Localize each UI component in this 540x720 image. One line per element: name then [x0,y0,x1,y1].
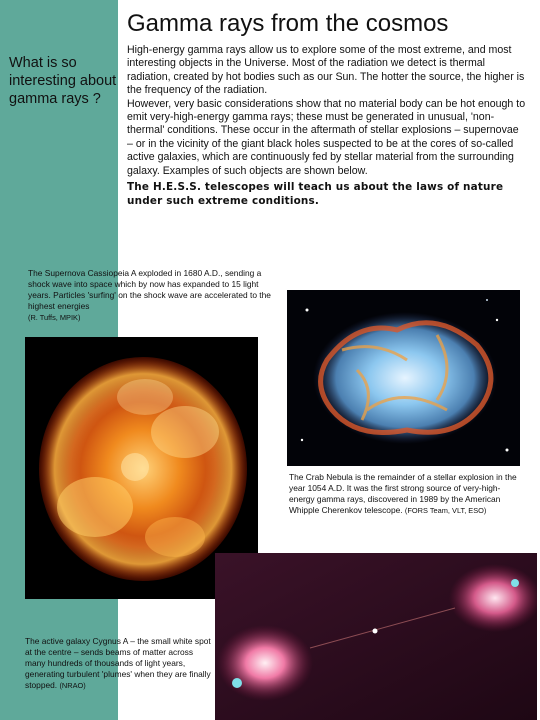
crab-nebula-image [287,290,520,466]
cassiopeia-caption [28,268,278,323]
cygnus-caption [25,636,215,691]
cygnus-a-image [215,553,537,720]
intro-text [127,44,527,208]
cygnus-caption-text: The active galaxy Cygnus A – the small white spot at the centre – sends beams of matter across many hundreds of thousands of light years, generating turbulent 'plumes' when they are finally stopped. [25,636,211,690]
intro-paragraph-1: High-energy gamma rays allow us to explore some of the most extreme, and most interesting objects in the Universe. Most of the radiation we detect is thermal radiation, created by hot bodies such as our Sun. The hotter the source, the higher is the frequency of the radiation. [127,44,525,97]
intro-highlight: The H.E.S.S. telescopes will teach us about the laws of nature under such extreme conditions. [127,181,504,208]
sidebar-question: What is so interesting about gamma rays ? [9,55,117,107]
cassiopeia-credit: (R. Tuffs, MPIK) [28,313,81,322]
crab-caption [289,472,517,516]
cassiopeia-caption-text: The Supernova Cassiopeia A exploded in 1680 A.D., sending a shock wave into space which by now has expanded to 15 light years. Particles 'surfing' on the shock wave are accelerated to the highest energies [28,268,271,311]
intro-paragraph-2: However, very basic considerations show that no material body can be hot enough to emit very-high-energy gamma rays; these must be generated in unusual, 'non-thermal' conditions. These occur in the aftermath of stellar explosions – supernovae – or in the vicinity of the giant black holes suspected to be at the cores of so-called active galaxies, which are continuously fed by stellar material from the surrounding galaxy. Examples of such objects are shown below. [127,97,526,177]
page-title: Gamma rays from the cosmos [127,10,449,37]
crab-credit: (FORS Team, VLT, ESO) [404,506,487,515]
cygnus-credit: (NRAO) [59,681,86,690]
crab-caption-text: The Crab Nebula is the remainder of a stellar explosion in the year 1054 A.D. It was the first strong source of very-high-energy gamma rays, discovered in 1989 by the American Whipple Cherenkov telescope. [289,472,517,515]
